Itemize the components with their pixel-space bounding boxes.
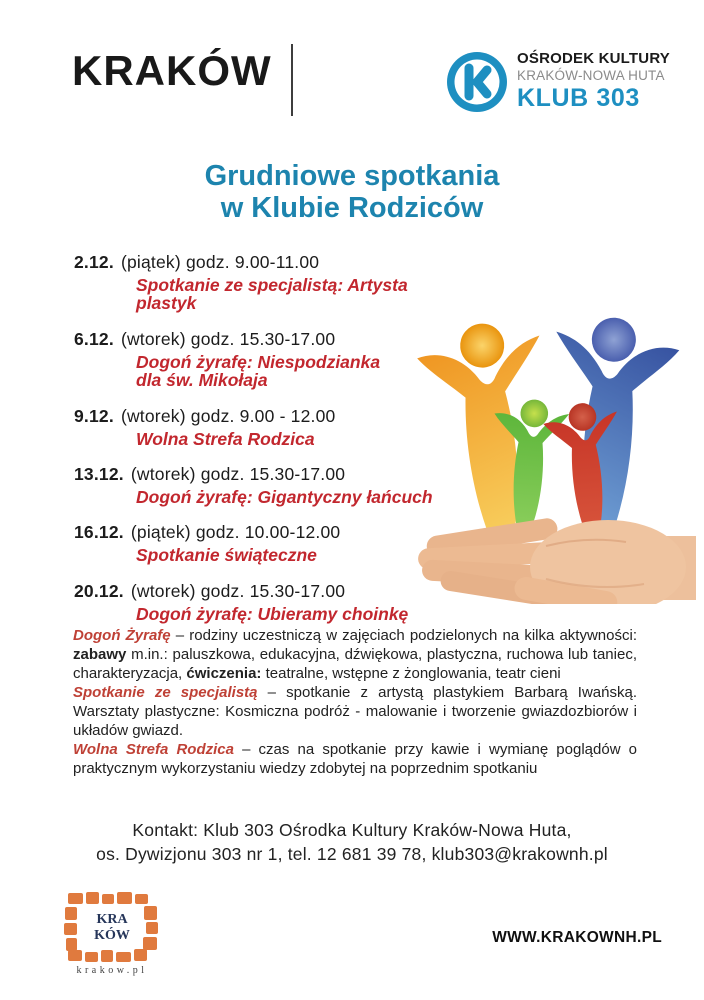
mosaic-text-line1: KRA	[96, 912, 128, 927]
desc-bold: zabawy	[73, 646, 127, 663]
event-name-text: Dogoń żyrafę: Gigantyczny łańcuch	[136, 486, 433, 507]
poster-title-line1: Grudniowe spotkania	[204, 160, 500, 192]
event-details: (wtorek) godz. 15.30-17.00	[120, 328, 336, 349]
event-name-text: Dogoń żyrafę: Niespodzianka	[136, 351, 381, 372]
mosaic-text-line2: KÓW	[94, 928, 130, 943]
event-details: (piątek) godz. 10.00-12.00	[130, 522, 341, 543]
event-name-text: Dogoń żyrafę: Ubieramy choinkę	[136, 603, 409, 624]
description-spotkanie-ze-specjalista	[73, 683, 637, 740]
event-when	[74, 252, 526, 273]
krakow-wordmark: KRAKÓW	[72, 47, 272, 94]
event-name	[136, 605, 466, 623]
event-date: 9.12.	[74, 405, 114, 426]
event-date: 13.12.	[74, 463, 124, 484]
event-details: (piątek) godz. 9.00-11.00	[120, 252, 320, 272]
klub303-logo-text	[517, 50, 670, 113]
desc-bold: ćwiczenia:	[186, 665, 262, 682]
event-details: (wtorek) godz. 15.30-17.00	[130, 463, 346, 484]
klub303-logo-icon	[446, 51, 508, 113]
website-url: WWW.KRAKOWNH.PL	[492, 929, 662, 946]
event-name-text: Spotkanie ze specjalistą: Artysta plastyk	[136, 275, 408, 314]
klub303-org-name: OŚRODEK KULTURY	[517, 50, 670, 67]
event-details: (wtorek) godz. 15.30-17.00	[130, 580, 346, 601]
desc-text: – rodziny uczestniczą w zajęciach podzielonych na kilka aktywności:	[170, 627, 637, 644]
desc-term: Dogoń Żyrafę	[73, 627, 171, 644]
event-name-text: Wolna Strefa Rodzica	[136, 428, 315, 449]
klub303-club-name: KLUB 303	[517, 84, 640, 112]
klub303-org-subtitle: KRAKÓW-NOWA HUTA	[517, 68, 665, 83]
contact-line2: os. Dywizjonu 303 nr 1, tel. 12 681 39 78, klub303@krakownh.pl	[96, 844, 608, 865]
contact-line1: Kontakt: Klub 303 Ośrodka Kultury Kraków-Nowa Huta,	[132, 820, 572, 840]
family-on-hand-illustration	[396, 284, 696, 604]
desc-text: m.in.: paluszkowa, edukacyjna, dźwiękowa, plastyczna, ruchowa lub taniec, charakteryzacja,	[73, 646, 637, 682]
poster-title	[0, 162, 704, 226]
event-date: 2.12.	[74, 252, 114, 272]
desc-term: Wolna Strefa Rodzica	[73, 741, 234, 758]
event-date: 16.12.	[74, 522, 124, 543]
desc-text: – spotkanie z artystą plastykiem Barbarą Iwańską. Warsztaty plastyczne: Kosmiczna podróż - malowanie i tworzenie gwiazdozbiorów i układów gwiazd.	[73, 684, 638, 739]
event-details: (wtorek) godz. 9.00 - 12.00	[120, 405, 336, 426]
open-hand	[418, 517, 696, 604]
event-name-line2: dla św. Mikołaja	[136, 370, 268, 391]
event-name-text: Spotkanie świąteczne	[136, 545, 317, 566]
desc-term: Spotkanie ze specjalistą	[73, 684, 258, 701]
klub303-logo	[446, 50, 670, 113]
event-date: 6.12.	[74, 328, 114, 349]
header-divider	[291, 44, 293, 116]
krakow-mosaic-icon	[64, 892, 160, 962]
desc-text: – czas na spotkanie przy kawie i wymianę poglądów o praktycznym wykorzystaniu wiedzy zdobytej na poprzednim spotkaniu	[73, 741, 637, 777]
desc-text: teatralne, wstępne z żonglowania, teatr cieni	[261, 665, 561, 682]
krakow-mosaic-logo	[62, 892, 162, 976]
krakow-pl-caption: krakow.pl	[76, 965, 148, 976]
event-date: 20.12.	[74, 580, 124, 601]
poster-title-line2: w Klubie Rodziców	[220, 192, 484, 224]
program-descriptions	[73, 626, 637, 778]
description-wolna-strefa-rodzica	[73, 740, 637, 778]
description-dogon-zyrafe	[73, 626, 637, 683]
contact-info	[0, 818, 704, 866]
